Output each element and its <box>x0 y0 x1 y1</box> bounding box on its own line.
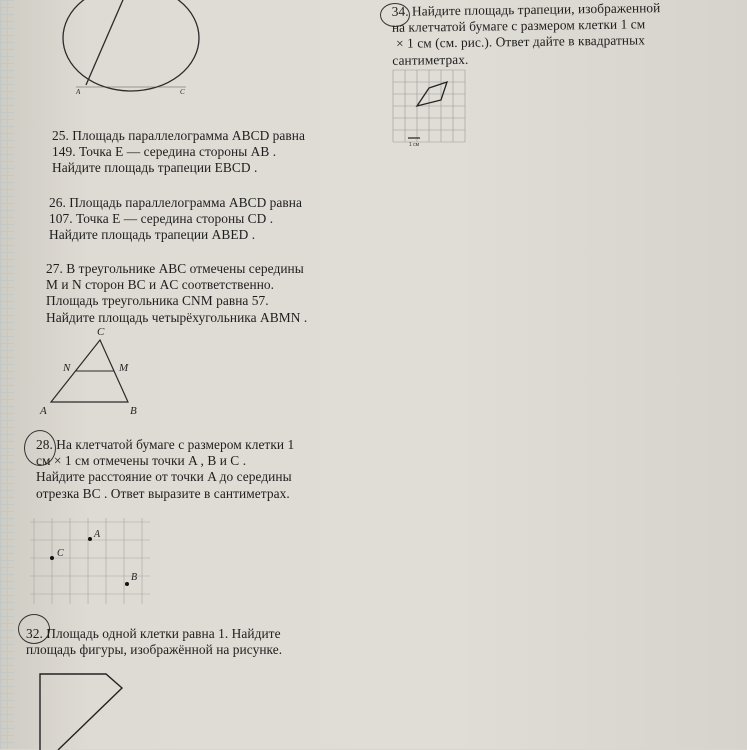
chord <box>86 0 129 85</box>
trapezoid-grid-figure <box>393 70 473 150</box>
label-c: C <box>180 88 185 96</box>
point-c <box>50 556 54 560</box>
points-grid-figure <box>30 518 160 608</box>
problem-34-line: на клетчатой бумаге с размером клетки 1 см <box>391 16 646 36</box>
problem-25 <box>52 128 305 177</box>
label-b: B <box>131 572 138 583</box>
problem-32-line: площадь фигуры, изображённой на рисунке. <box>26 642 283 658</box>
problem-26-line: Найдите площадь трапеции ABED . <box>49 227 256 243</box>
problem-26-line: 26. Площадь параллелограмма ABCD равна <box>49 195 303 210</box>
point-a <box>88 537 92 541</box>
problem-25-line: Найдите площадь трапеции EBCD . <box>52 160 258 176</box>
point-b <box>125 582 129 586</box>
label-a: A <box>94 529 101 540</box>
problem-32-line: 32. Площадь одной клетки равна 1. Найдите <box>26 626 281 641</box>
problem-28-line: Найдите расстояние от точки A до середины <box>36 469 292 485</box>
problem-26-line: 107. Точка E — середина стороны CD . <box>49 211 274 227</box>
label-m: M <box>119 362 129 374</box>
circle <box>63 0 199 91</box>
problem-28-line: см × 1 см отмечены точки A , B и C . <box>36 453 247 469</box>
problem-25-line: 25. Площадь параллелограмма ABCD равна <box>52 128 306 143</box>
problem-28-line: отрезка BC . Ответ выразите в сантиметрах. <box>36 485 290 501</box>
problem-34-line: × 1 см (см. рис.). Ответ дайте в квадратных <box>396 32 645 52</box>
label-c: C <box>97 326 105 338</box>
problem-27-line: Площадь треугольника CNM равна 57. <box>46 293 269 309</box>
problem-34 <box>392 0 662 69</box>
problem-27 <box>46 261 307 326</box>
label-b: B <box>130 405 137 417</box>
label-a: A <box>76 88 81 96</box>
problem-34-line: 34. Найдите площадь трапеции, изображенной <box>391 0 661 19</box>
label-a: A <box>40 405 47 417</box>
problem-28 <box>36 437 294 502</box>
triangle-figure <box>30 322 170 422</box>
problem-25-line: 149. Точка E — середина стороны AB . <box>52 144 277 160</box>
label-c: C <box>57 548 64 559</box>
problem-27-line: M и N сторон BC и AC соответственно. <box>46 277 275 293</box>
scale-label: 1 см <box>409 142 420 148</box>
problem-32 <box>26 626 282 658</box>
problem-27-line: Найдите площадь четырёхугольника ABMN . <box>46 309 308 325</box>
polygon-shape <box>40 674 122 750</box>
problem-27-line: 27. В треугольнике ABC отмечены середины <box>46 261 304 276</box>
problem-34-line: сантиметрах. <box>392 51 469 68</box>
problem-28-line: 28. На клетчатой бумаге с размером клетки 1 <box>36 437 295 452</box>
problem-26 <box>49 195 302 244</box>
polygon-figure <box>30 670 160 750</box>
label-n: N <box>63 362 71 374</box>
